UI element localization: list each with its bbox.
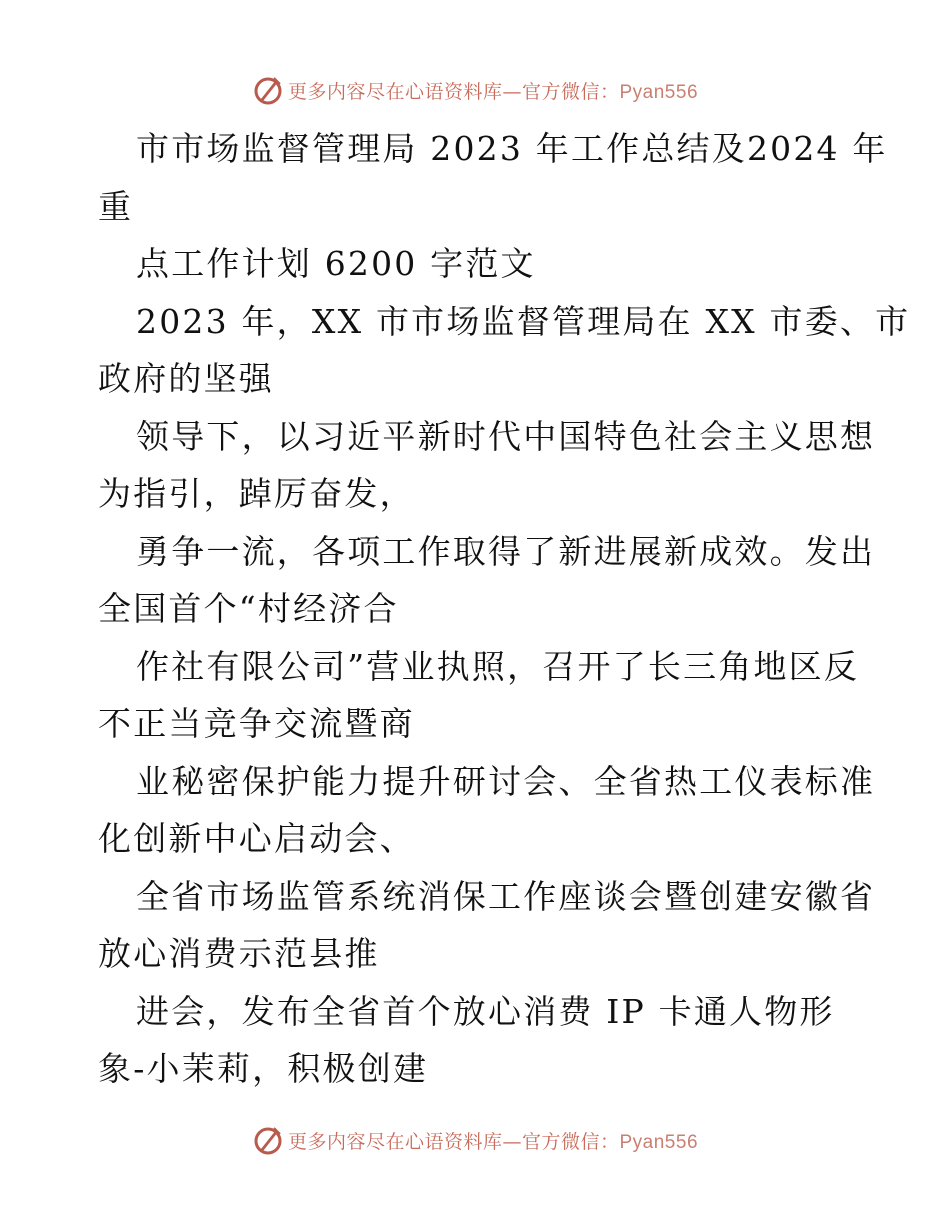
text-line: 政府的坚强	[98, 359, 274, 398]
text-line: 全省市场监管系统消保工作座谈会暨创建安徽省	[136, 876, 876, 916]
text-line: 不正当竞争交流暨商	[98, 704, 415, 743]
quill-logo-icon	[252, 74, 284, 106]
watermark-text: 更多内容尽在心语资料库—官方微信：Pyan556	[287, 80, 699, 103]
text-line: 全国首个“村经济合	[98, 589, 399, 628]
text-line: 为指引，踔厉奋发，	[98, 474, 415, 513]
text-line: 市市场监督管理局 2023 年工作总结及2024 年	[136, 129, 888, 168]
text-line: 放心消费示范县推	[98, 934, 380, 973]
text-line: 重	[98, 186, 134, 226]
quill-logo-icon	[252, 1124, 284, 1156]
document-body	[98, 120, 911, 1098]
header-watermark	[0, 70, 950, 110]
text-line: 业秘密保护能力提升研讨会、全省热工仪表标准	[136, 761, 876, 801]
text-line: 点工作计划 6200 字范文	[136, 244, 536, 283]
text-line: 2023 年，XX 市市场监督管理局在 XX 市委、市	[136, 301, 911, 341]
text-line: 作社有限公司”营业执照，召开了长三角地区反	[136, 646, 860, 686]
text-line: 进会，发布全省首个放心消费 IP 卡通人物形	[136, 991, 835, 1031]
footer-watermark	[0, 1120, 950, 1160]
text-line: 象-小茉莉，积极创建	[98, 1049, 429, 1088]
text-line: 勇争一流，各项工作取得了新进展新成效。发出	[136, 531, 876, 571]
watermark-text: 更多内容尽在心语资料库—官方微信：Pyan556	[287, 1130, 699, 1153]
text-line: 领导下，以习近平新时代中国特色社会主义思想	[136, 416, 876, 456]
text-line: 化创新中心启动会、	[98, 819, 415, 858]
